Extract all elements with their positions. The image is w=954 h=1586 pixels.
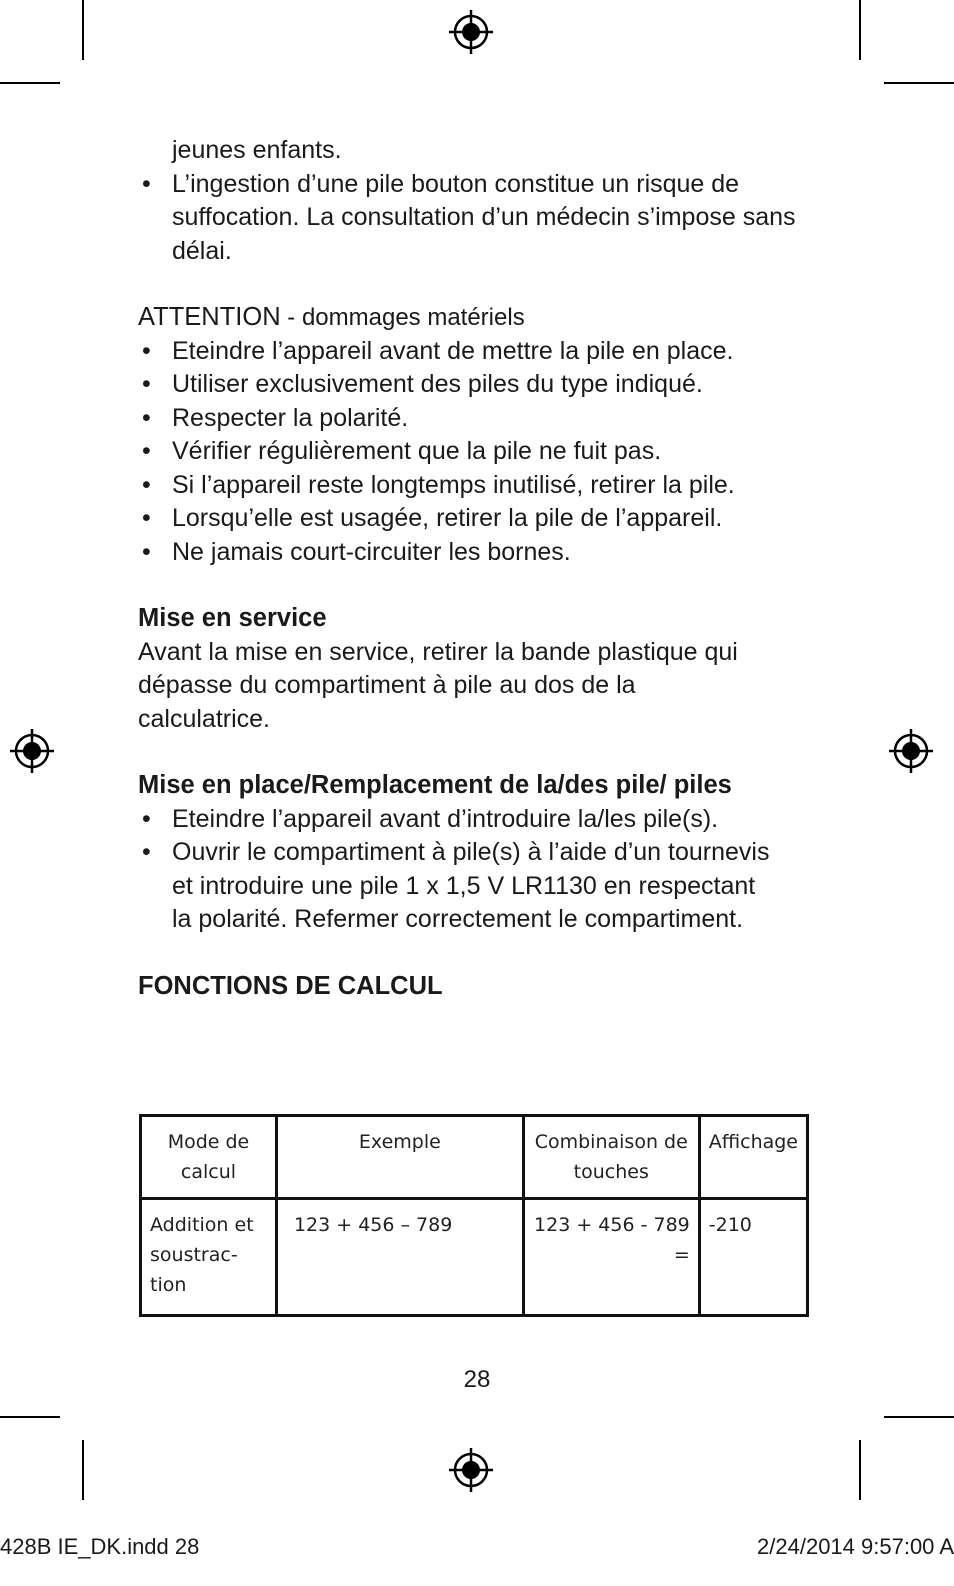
crop-mark — [0, 1416, 60, 1418]
table-header-row — [141, 1116, 808, 1199]
attention-list — [138, 335, 818, 570]
slug-left: 428B IE_DK.indd 28 — [0, 1534, 200, 1559]
replace-heading: Mise en place/Remplacement de la/des pile/ piles — [138, 771, 732, 799]
service-body: Avant la mise en service, retirer la bande plastique qui dépasse du compartiment à pile au dos de la calculatrice. — [138, 637, 738, 733]
crop-mark — [82, 1440, 84, 1500]
crop-mark — [884, 82, 954, 84]
list-item: • Ne jamais court-circuiter les bornes. — [138, 536, 818, 570]
service-heading: Mise en service — [138, 604, 327, 632]
registration-mark-icon — [887, 727, 935, 775]
list-item: • Eteindre l’appareil avant de mettre la pile en place. — [138, 335, 818, 369]
attention-suffix: - dommages matériels — [280, 304, 525, 331]
replace-list — [138, 803, 818, 937]
attention-label: ATTENTION — [138, 303, 281, 331]
attention-heading — [138, 301, 818, 335]
list-item: • Si l’appareil reste longtemps inutilisé, retirer la pile. — [138, 469, 818, 503]
registration-mark-icon — [447, 8, 495, 56]
crop-mark — [859, 0, 861, 60]
slug-right: 2/24/2014 9:57:00 A — [757, 1534, 954, 1559]
crop-mark — [859, 1440, 861, 1500]
list-item: • Lorsqu’elle est usagée, retirer la pile de l’appareil. — [138, 502, 818, 536]
list-item: • Respecter la polarité. — [138, 402, 818, 436]
header-cell: Combinaison de touches — [523, 1116, 699, 1199]
list-item: • Vérifier régulièrement que la pile ne fuit pas. — [138, 435, 818, 469]
list-item: • Ouvrir le compartiment à pile(s) à l’aide d’un tournevis et introduire une pile 1 x 1,5 V LR1130 en respectant la polarité. Refermer correctement le compartiment. — [138, 836, 777, 937]
crop-mark — [0, 82, 60, 84]
table-row — [141, 1199, 808, 1316]
header-cell: Mode de calcul — [141, 1116, 277, 1199]
functions-heading: FONCTIONS DE CALCUL — [138, 971, 443, 1000]
page-content — [138, 134, 818, 1003]
table-cell-example: 123 + 456 – 789 — [276, 1199, 523, 1316]
page-number: 28 — [463, 1366, 491, 1393]
registration-mark-icon — [447, 1446, 495, 1494]
table-cell-mode: Addition et soustrac- tion — [141, 1199, 277, 1316]
header-cell: Exemple — [276, 1116, 523, 1199]
calc-table — [139, 1114, 809, 1317]
registration-mark-icon — [8, 727, 56, 775]
crop-mark — [82, 0, 84, 60]
intro-bullets — [138, 168, 818, 269]
table-cell-keys: 123 + 456 - 789 = — [523, 1199, 699, 1316]
table-cell-display: -210 — [699, 1199, 807, 1316]
list-item: • L’ingestion d’une pile bouton constitue un risque de suffocation. La consultation d’un médecin s’impose sans délai. — [138, 168, 818, 269]
header-cell: Affichage — [699, 1116, 807, 1199]
continuation-text: jeunes enfants. — [172, 136, 342, 164]
crop-mark — [884, 1416, 954, 1418]
list-item: • Utiliser exclusivement des piles du type indiqué. — [138, 368, 818, 402]
list-item: • Eteindre l’appareil avant d’introduire la/les pile(s). — [138, 803, 818, 837]
